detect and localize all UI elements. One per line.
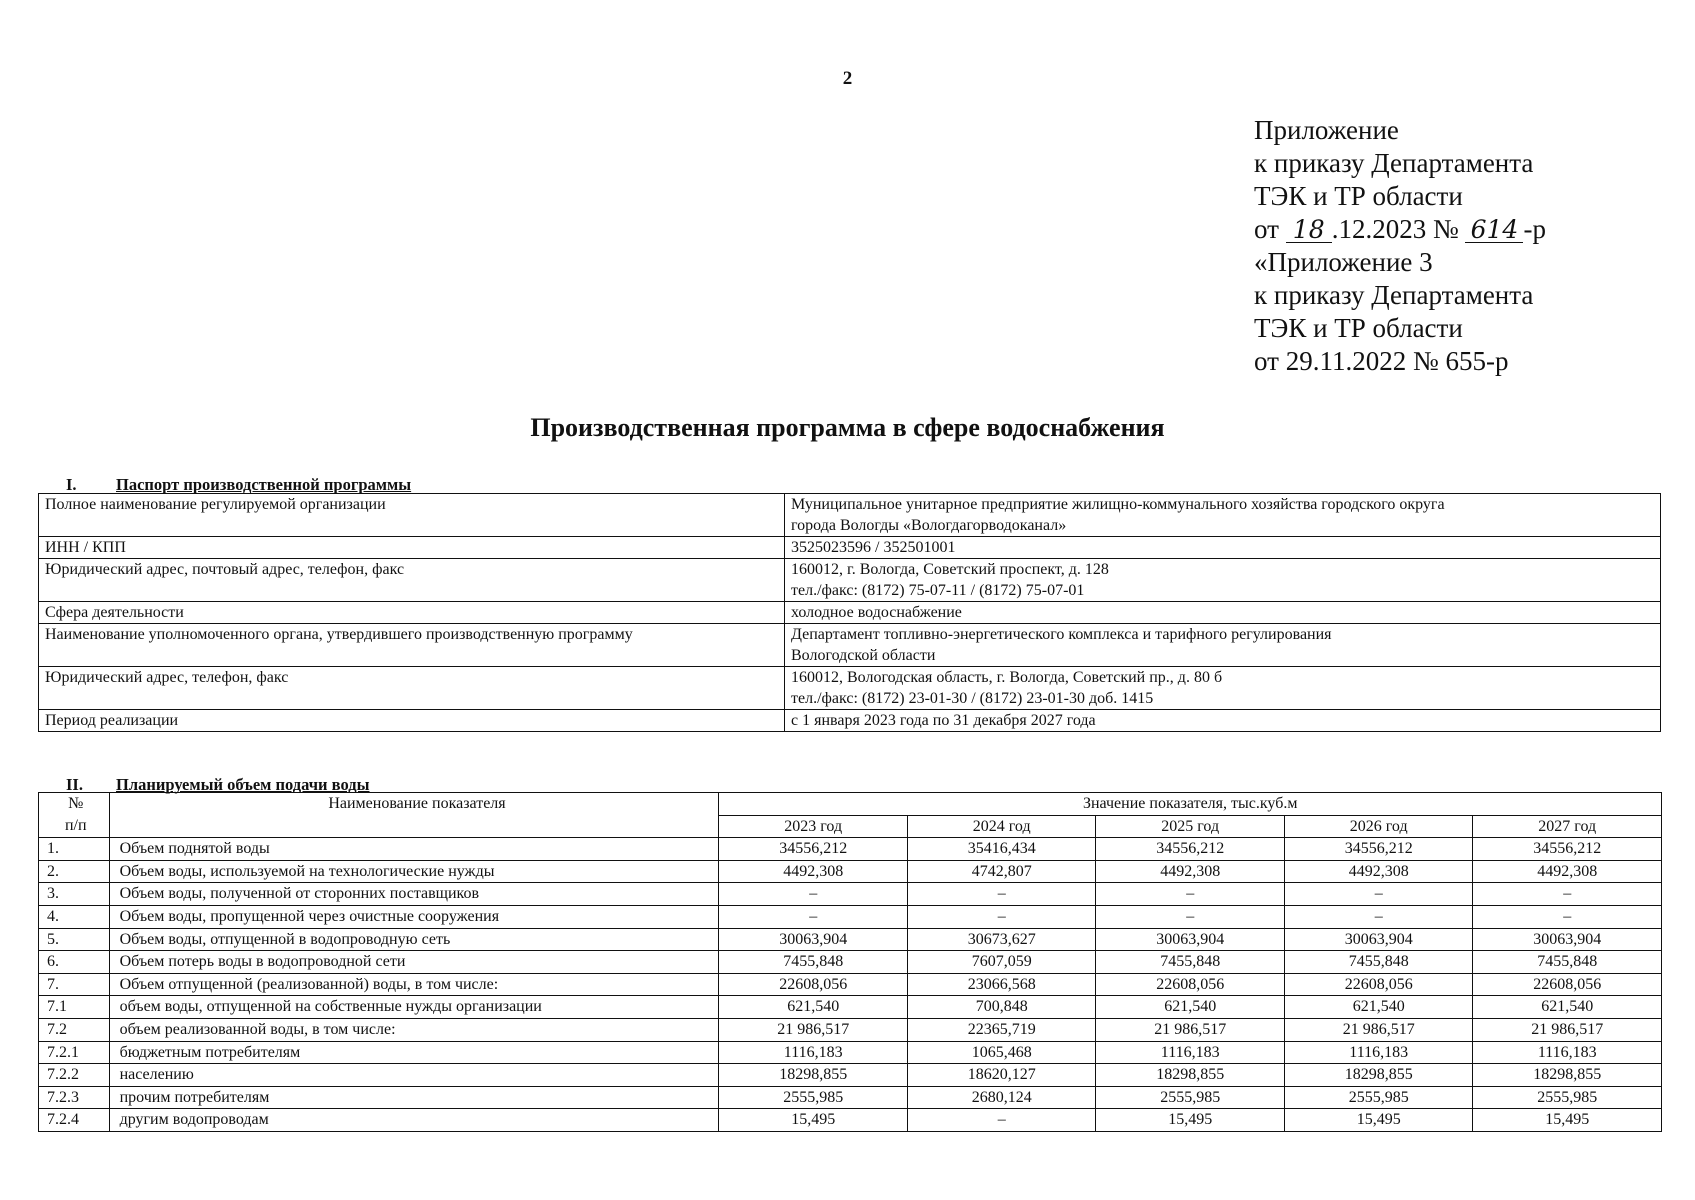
table-row	[39, 883, 1662, 906]
row-value: 621,540	[1096, 996, 1285, 1019]
appendix-line: от 29.11.2022 № 655-р	[1254, 346, 1509, 376]
row-value: 30063,904	[1473, 928, 1662, 951]
row-value: 21 986,517	[719, 1018, 908, 1041]
row-value: 1116,183	[719, 1041, 908, 1064]
row-value: 35416,434	[907, 838, 1096, 861]
passport-value-line: города Вологды «Вологдагорводоканал»	[791, 517, 1067, 534]
row-value: 621,540	[1473, 996, 1662, 1019]
row-value: 7607,059	[907, 951, 1096, 974]
row-indicator: населению	[109, 1064, 719, 1087]
row-value: 700,848	[907, 996, 1096, 1019]
header-year: 2026 год	[1284, 815, 1473, 838]
passport-row	[39, 624, 1661, 667]
row-value: 7455,848	[719, 951, 908, 974]
row-value: 21 986,517	[1473, 1018, 1662, 1041]
appendix-line: Приложение	[1254, 115, 1399, 145]
row-number: 7.2.3	[39, 1086, 110, 1109]
passport-value-line: Муниципальное унитарное предприятие жилищно-коммунального хозяйства городского округа	[791, 496, 1445, 513]
table-row	[39, 838, 1662, 861]
table-row	[39, 860, 1662, 883]
row-indicator: Объем воды, пропущенной через очистные сооружения	[109, 905, 719, 928]
row-indicator: прочим потребителям	[109, 1086, 719, 1109]
row-value: 22608,056	[719, 973, 908, 996]
row-value: 621,540	[719, 996, 908, 1019]
passport-value-line: 3525023596 / 352501001	[791, 539, 956, 556]
passport-value-line: тел./факс: (8172) 75-07-11 / (8172) 75-07-01	[791, 582, 1085, 599]
row-value: –	[1473, 883, 1662, 906]
appendix-block	[1254, 114, 1546, 378]
row-value: 1116,183	[1096, 1041, 1285, 1064]
section-title: Паспорт производственной программы	[116, 475, 412, 494]
table-row	[39, 928, 1662, 951]
passport-value	[785, 559, 1661, 602]
passport-label: Период реализации	[39, 710, 785, 732]
row-value: 30063,904	[1284, 928, 1473, 951]
handwritten-number: 614	[1465, 218, 1523, 243]
row-indicator: Объем воды, полученной от сторонних поставщиков	[109, 883, 719, 906]
passport-value	[785, 710, 1661, 732]
order-prefix: от	[1254, 214, 1286, 244]
row-indicator: Объем потерь воды в водопроводной сети	[109, 951, 719, 974]
row-number: 2.	[39, 860, 110, 883]
passport-row	[39, 537, 1661, 559]
row-value: 4492,308	[1096, 860, 1285, 883]
row-value: –	[719, 883, 908, 906]
row-number: 7.	[39, 973, 110, 996]
section-title: Планируемый объем подачи воды	[116, 775, 370, 794]
header-number: № п/п	[39, 793, 110, 838]
row-value: 2555,985	[719, 1086, 908, 1109]
row-value: 18298,855	[1096, 1064, 1285, 1087]
row-number: 7.1	[39, 996, 110, 1019]
passport-row	[39, 602, 1661, 624]
passport-row	[39, 494, 1661, 537]
row-value: –	[1096, 905, 1285, 928]
passport-value	[785, 494, 1661, 537]
row-value: 21 986,517	[1096, 1018, 1285, 1041]
row-value: –	[1284, 883, 1473, 906]
row-value: 30673,627	[907, 928, 1096, 951]
row-value: 15,495	[1284, 1109, 1473, 1132]
row-value: 4742,807	[907, 860, 1096, 883]
passport-value-line: Вологодской области	[791, 647, 936, 664]
passport-row	[39, 667, 1661, 710]
passport-label: Юридический адрес, почтовый адрес, телефон, факс	[39, 559, 785, 602]
row-value: 30063,904	[1096, 928, 1285, 951]
table-row	[39, 973, 1662, 996]
header-indicator: Наименование показателя	[109, 793, 719, 838]
passport-value-line: 160012, г. Вологда, Советский проспект, д. 128	[791, 561, 1109, 578]
table-row	[39, 1041, 1662, 1064]
row-value: 1116,183	[1473, 1041, 1662, 1064]
row-indicator: другим водопроводам	[109, 1109, 719, 1132]
row-number: 4.	[39, 905, 110, 928]
row-value: 15,495	[1096, 1109, 1285, 1132]
row-value: 22608,056	[1284, 973, 1473, 996]
row-value: 22365,719	[907, 1018, 1096, 1041]
row-number: 1.	[39, 838, 110, 861]
water-volume-table	[38, 792, 1662, 1132]
passport-label: Наименование уполномоченного органа, утвердившего производственную программу	[39, 624, 785, 667]
row-value: 23066,568	[907, 973, 1096, 996]
passport-value-line: Департамент топливно-энергетического комплекса и тарифного регулирования	[791, 626, 1332, 643]
header-value: Значение показателя, тыс.куб.м	[719, 793, 1662, 816]
page-number: 2	[842, 68, 853, 89]
row-value: –	[1284, 905, 1473, 928]
row-value: 18298,855	[719, 1064, 908, 1087]
appendix-line: ТЭК и ТР области	[1254, 181, 1463, 211]
passport-label: Юридический адрес, телефон, факс	[39, 667, 785, 710]
row-value: –	[1473, 905, 1662, 928]
table-row	[39, 996, 1662, 1019]
row-value: 34556,212	[1096, 838, 1285, 861]
table-row	[39, 1086, 1662, 1109]
handwritten-day: 18	[1286, 218, 1332, 243]
row-value: 4492,308	[1284, 860, 1473, 883]
row-value: 621,540	[1284, 996, 1473, 1019]
row-value: 2555,985	[1473, 1086, 1662, 1109]
passport-label: Сфера деятельности	[39, 602, 785, 624]
passport-value	[785, 624, 1661, 667]
row-value: 2555,985	[1284, 1086, 1473, 1109]
row-value: 22608,056	[1473, 973, 1662, 996]
header-year: 2025 год	[1096, 815, 1285, 838]
row-value: –	[719, 905, 908, 928]
row-value: 2555,985	[1096, 1086, 1285, 1109]
section-number: II.	[66, 775, 83, 794]
order-date: .12.2023 №	[1331, 214, 1466, 244]
appendix-line: к приказу Департамента	[1254, 280, 1534, 310]
passport-value	[785, 667, 1661, 710]
row-indicator: Объем воды, отпущенной в водопроводную сеть	[109, 928, 719, 951]
row-number: 3.	[39, 883, 110, 906]
table-row	[39, 1064, 1662, 1087]
table-row	[39, 1018, 1662, 1041]
row-value: 34556,212	[1473, 838, 1662, 861]
row-value: 22608,056	[1096, 973, 1285, 996]
row-indicator: Объем поднятой воды	[109, 838, 719, 861]
row-value: 18620,127	[907, 1064, 1096, 1087]
appendix-order-line	[1254, 213, 1546, 246]
appendix-line: к приказу Департамента	[1254, 148, 1534, 178]
appendix-line: ТЭК и ТР области	[1254, 313, 1463, 343]
passport-table	[38, 493, 1661, 732]
row-value: –	[907, 883, 1096, 906]
passport-label: Полное наименование регулируемой организации	[39, 494, 785, 537]
row-value: 18298,855	[1284, 1064, 1473, 1087]
row-number: 7.2.2	[39, 1064, 110, 1087]
passport-row	[39, 710, 1661, 732]
passport-value-line: 160012, Вологодская область, г. Вологда, Советский пр., д. 80 б	[791, 669, 1223, 686]
header-year: 2023 год	[719, 815, 908, 838]
row-number: 7.2.1	[39, 1041, 110, 1064]
table-row	[39, 951, 1662, 974]
appendix-line: «Приложение 3	[1254, 247, 1433, 277]
row-number: 7.2.4	[39, 1109, 110, 1132]
row-indicator: Объем отпущенной (реализованной) воды, в том числе:	[109, 973, 719, 996]
row-value: –	[907, 1109, 1096, 1132]
row-value: 34556,212	[719, 838, 908, 861]
passport-value-line: с 1 января 2023 года по 31 декабря 2027 года	[791, 712, 1096, 729]
passport-value-line: холодное водоснабжение	[791, 604, 962, 621]
row-value: 4492,308	[1473, 860, 1662, 883]
row-indicator: объем воды, отпущенной на собственные нужды организации	[109, 996, 719, 1019]
passport-row	[39, 559, 1661, 602]
row-value: 30063,904	[719, 928, 908, 951]
document-title: Производственная программа в сфере водоснабжения	[530, 413, 1165, 442]
row-value: 7455,848	[1473, 951, 1662, 974]
section-heading-passport	[66, 475, 411, 495]
table-row	[39, 1109, 1662, 1132]
passport-value	[785, 602, 1661, 624]
row-value: 18298,855	[1473, 1064, 1662, 1087]
row-value: 15,495	[719, 1109, 908, 1132]
passport-value-line: тел./факс: (8172) 23-01-30 / (8172) 23-01-30 доб. 1415	[791, 690, 1154, 707]
row-value: 7455,848	[1284, 951, 1473, 974]
row-indicator: бюджетным потребителям	[109, 1041, 719, 1064]
row-value: 7455,848	[1096, 951, 1285, 974]
row-value: 2680,124	[907, 1086, 1096, 1109]
row-indicator: объем реализованной воды, в том числе:	[109, 1018, 719, 1041]
row-value: 15,495	[1473, 1109, 1662, 1132]
passport-label: ИНН / КПП	[39, 537, 785, 559]
row-value: –	[907, 905, 1096, 928]
row-value: 1116,183	[1284, 1041, 1473, 1064]
header-year: 2027 год	[1473, 815, 1662, 838]
table-row	[39, 905, 1662, 928]
row-number: 5.	[39, 928, 110, 951]
row-indicator: Объем воды, используемой на технологические нужды	[109, 860, 719, 883]
row-number: 7.2	[39, 1018, 110, 1041]
row-value: 21 986,517	[1284, 1018, 1473, 1041]
row-value: 4492,308	[719, 860, 908, 883]
row-number: 6.	[39, 951, 110, 974]
section-number: I.	[66, 475, 77, 494]
row-value: 1065,468	[907, 1041, 1096, 1064]
row-value: –	[1096, 883, 1285, 906]
row-value: 34556,212	[1284, 838, 1473, 861]
passport-value	[785, 537, 1661, 559]
order-suffix: -р	[1523, 214, 1546, 244]
header-year: 2024 год	[907, 815, 1096, 838]
